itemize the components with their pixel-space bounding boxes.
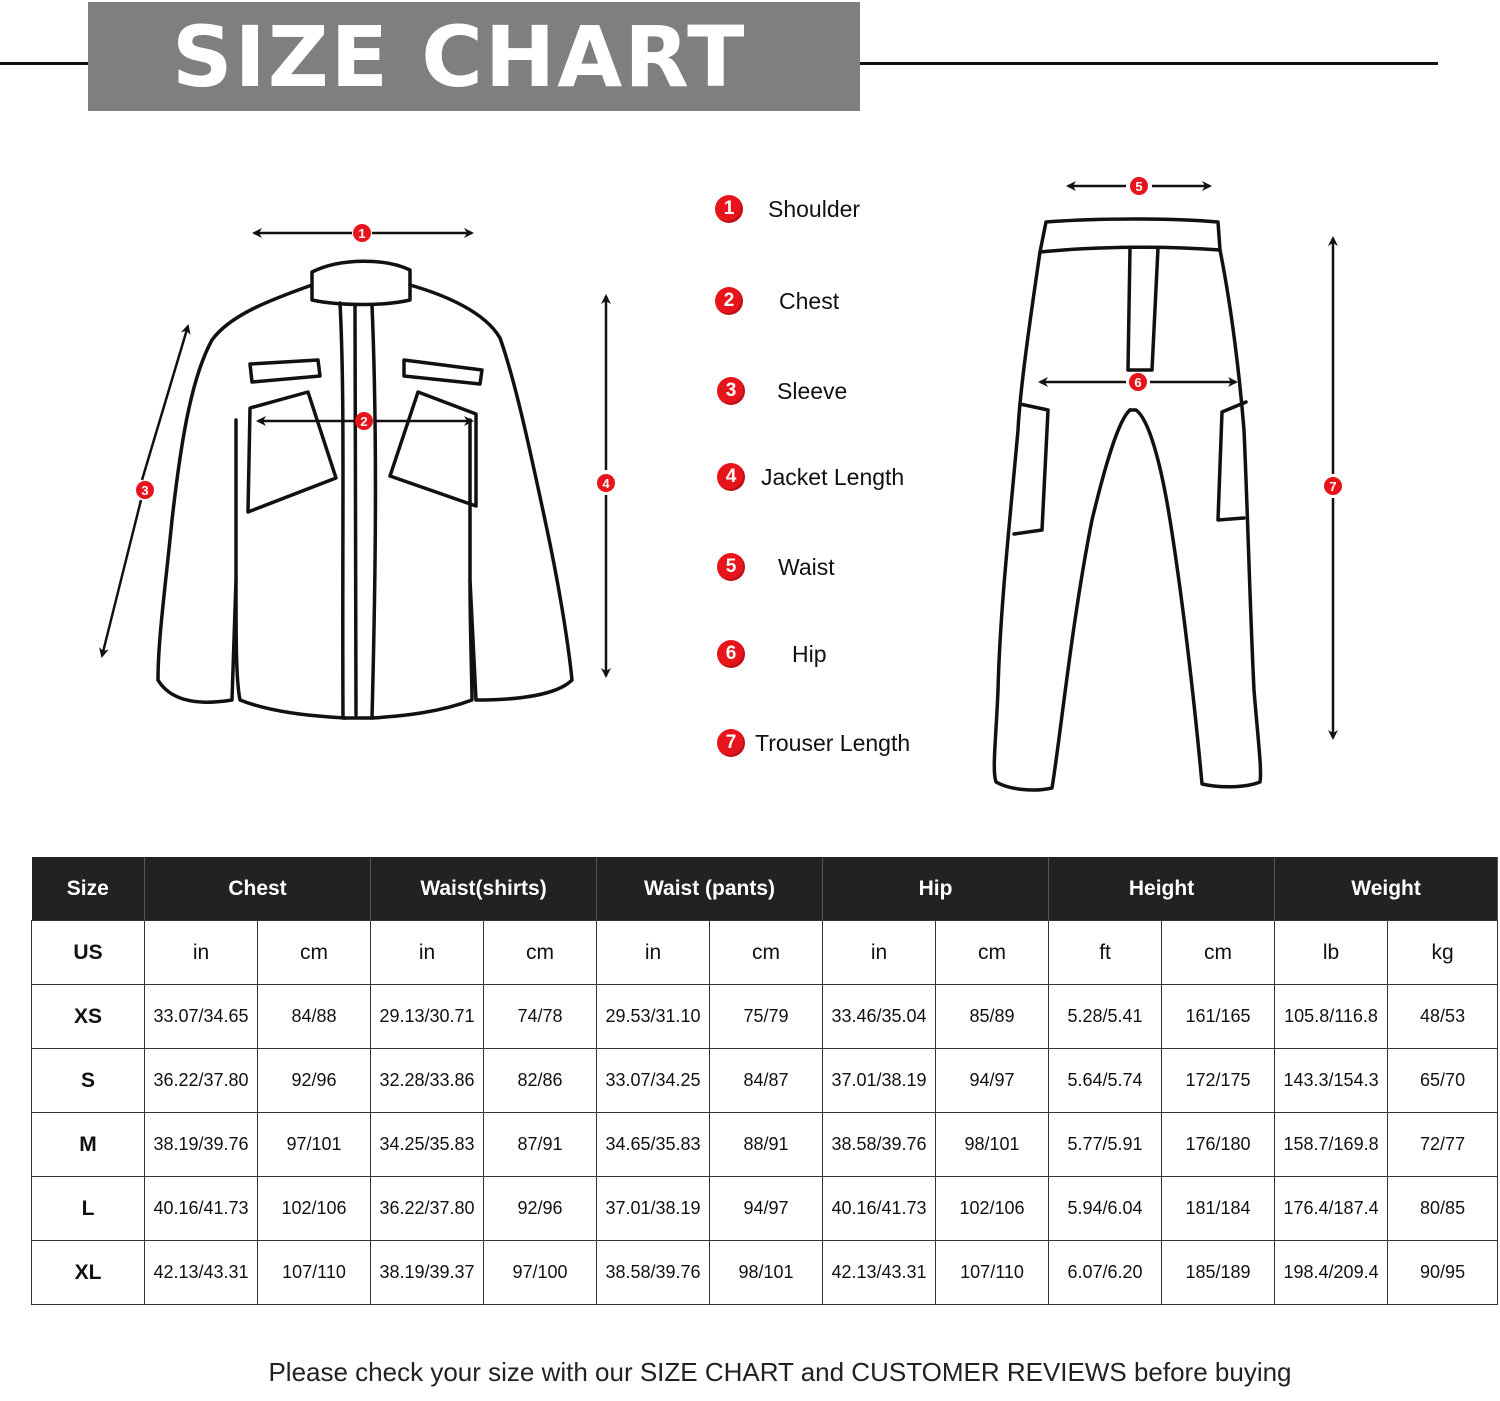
svg-text:5: 5	[1135, 179, 1143, 194]
table-cell: 40.16/41.73	[823, 1177, 936, 1241]
table-header-row	[32, 857, 1498, 921]
table-cell: 98/101	[936, 1113, 1049, 1177]
table-cell: 82/86	[484, 1049, 597, 1113]
unit-cell: ft	[1049, 921, 1162, 985]
table-row-s	[32, 1049, 1498, 1113]
table-cell: 29.53/31.10	[597, 985, 710, 1049]
table-cell: 92/96	[258, 1049, 371, 1113]
table-cell: 6.07/6.20	[1049, 1241, 1162, 1305]
unit-cell: in	[597, 921, 710, 985]
table-cell: 84/88	[258, 985, 371, 1049]
header-hip: Hip	[823, 857, 1049, 921]
table-cell: 5.94/6.04	[1049, 1177, 1162, 1241]
unit-cell: in	[823, 921, 936, 985]
table-cell: 102/106	[936, 1177, 1049, 1241]
badge-6: 6	[717, 640, 745, 668]
svg-text:2: 2	[360, 414, 368, 429]
table-cell: 143.3/154.3	[1275, 1049, 1388, 1113]
table-cell: 172/175	[1162, 1049, 1275, 1113]
table-cell: 33.07/34.65	[145, 985, 258, 1049]
table-cell: 36.22/37.80	[371, 1177, 484, 1241]
unit-cell: US	[32, 921, 145, 985]
table-cell: 181/184	[1162, 1177, 1275, 1241]
legend-item-jacket-length	[717, 463, 904, 491]
badge-5: 5	[717, 553, 745, 581]
table-cell: 158.7/169.8	[1275, 1113, 1388, 1177]
table-cell: 105.8/116.8	[1275, 985, 1388, 1049]
svg-text:1: 1	[358, 226, 366, 241]
table-cell: 198.4/209.4	[1275, 1241, 1388, 1305]
legend-item-chest	[715, 287, 839, 315]
legend-label: Trouser Length	[755, 729, 911, 756]
badge-7: 7	[717, 729, 745, 757]
header-weight: Weight	[1275, 857, 1498, 921]
legend-label: Sleeve	[777, 377, 848, 404]
table-cell: 185/189	[1162, 1241, 1275, 1305]
table-cell: 38.58/39.76	[823, 1113, 936, 1177]
table-cell: 98/101	[710, 1241, 823, 1305]
table-cell: 75/79	[710, 985, 823, 1049]
badge-2: 2	[715, 287, 743, 315]
table-cell: 88/91	[710, 1113, 823, 1177]
table-row-xl	[32, 1241, 1498, 1305]
size-table	[31, 857, 1498, 1305]
legend-label: Waist	[778, 553, 835, 580]
table-cell: 94/97	[710, 1177, 823, 1241]
badge-4: 4	[717, 463, 745, 491]
header-height: Height	[1049, 857, 1275, 921]
table-cell: 65/70	[1388, 1049, 1498, 1113]
table-cell: 33.46/35.04	[823, 985, 936, 1049]
table-cell: 38.58/39.76	[597, 1241, 710, 1305]
table-cell: 37.01/38.19	[823, 1049, 936, 1113]
table-cell: 161/165	[1162, 985, 1275, 1049]
unit-cell: cm	[484, 921, 597, 985]
legend-label: Jacket Length	[761, 463, 905, 490]
unit-cell: cm	[936, 921, 1049, 985]
table-cell: 74/78	[484, 985, 597, 1049]
table-cell: 34.25/35.83	[371, 1113, 484, 1177]
legend-item-trouser-length	[717, 729, 910, 757]
table-cell: 5.28/5.41	[1049, 985, 1162, 1049]
table-cell: 102/106	[258, 1177, 371, 1241]
table-cell: 32.28/33.86	[371, 1049, 484, 1113]
table-row-m	[32, 1113, 1498, 1177]
unit-cell: cm	[710, 921, 823, 985]
table-cell: 176/180	[1162, 1113, 1275, 1177]
table-cell: 87/91	[484, 1113, 597, 1177]
table-cell: 42.13/43.31	[823, 1241, 936, 1305]
title-rule-right	[860, 62, 1438, 65]
table-cell: 5.64/5.74	[1049, 1049, 1162, 1113]
badge-3: 3	[717, 377, 745, 405]
table-cell: 40.16/41.73	[145, 1177, 258, 1241]
table-cell: 72/77	[1388, 1113, 1498, 1177]
table-cell: 97/100	[484, 1241, 597, 1305]
table-cell: 84/87	[710, 1049, 823, 1113]
table-cell: 94/97	[936, 1049, 1049, 1113]
legend-item-sleeve	[717, 377, 847, 405]
size-cell: L	[32, 1177, 145, 1241]
table-row-xs	[32, 985, 1498, 1049]
size-cell: XS	[32, 985, 145, 1049]
header-waist-pants: Waist (pants)	[597, 857, 823, 921]
header-size: Size	[32, 857, 145, 921]
badge-1: 1	[715, 195, 743, 223]
jacket-illustration	[0, 0, 700, 800]
table-cell: 97/101	[258, 1113, 371, 1177]
table-cell: 42.13/43.31	[145, 1241, 258, 1305]
table-cell: 34.65/35.83	[597, 1113, 710, 1177]
page-title: SIZE CHART	[172, 7, 747, 106]
table-units-row	[32, 921, 1498, 985]
table-cell: 85/89	[936, 985, 1049, 1049]
unit-cell: lb	[1275, 921, 1388, 985]
unit-cell: in	[371, 921, 484, 985]
footer-note: Please check your size with our SIZE CHART and CUSTOMER REVIEWS before buying	[268, 1357, 1292, 1387]
table-cell: 107/110	[258, 1241, 371, 1305]
table-cell: 5.77/5.91	[1049, 1113, 1162, 1177]
header-chest: Chest	[145, 857, 371, 921]
table-cell: 29.13/30.71	[371, 985, 484, 1049]
unit-cell: kg	[1388, 921, 1498, 985]
header-waist-shirts: Waist(shirts)	[371, 857, 597, 921]
table-cell: 176.4/187.4	[1275, 1177, 1388, 1241]
table-cell: 90/95	[1388, 1241, 1498, 1305]
table-cell: 107/110	[936, 1241, 1049, 1305]
legend-item-hip	[717, 640, 827, 668]
table-cell: 38.19/39.76	[145, 1113, 258, 1177]
table-cell: 33.07/34.25	[597, 1049, 710, 1113]
size-cell: M	[32, 1113, 145, 1177]
svg-text:7: 7	[1329, 479, 1337, 494]
unit-cell: cm	[258, 921, 371, 985]
table-cell: 80/85	[1388, 1177, 1498, 1241]
unit-cell: cm	[1162, 921, 1275, 985]
table-cell: 92/96	[484, 1177, 597, 1241]
legend-item-shoulder	[715, 195, 860, 223]
size-cell: S	[32, 1049, 145, 1113]
legend-label: Chest	[779, 287, 840, 314]
legend-label: Shoulder	[768, 195, 861, 222]
size-cell: XL	[32, 1241, 145, 1305]
table-cell: 38.19/39.37	[371, 1241, 484, 1305]
svg-text:3: 3	[141, 483, 149, 498]
table-cell: 36.22/37.80	[145, 1049, 258, 1113]
svg-text:4: 4	[602, 476, 610, 491]
legend-item-waist	[717, 553, 835, 581]
table-cell: 37.01/38.19	[597, 1177, 710, 1241]
table-row-l	[32, 1177, 1498, 1241]
unit-cell: in	[145, 921, 258, 985]
table-cell: 48/53	[1388, 985, 1498, 1049]
legend-label: Hip	[792, 640, 827, 667]
svg-text:6: 6	[1134, 375, 1142, 390]
trousers-illustration	[960, 150, 1400, 810]
